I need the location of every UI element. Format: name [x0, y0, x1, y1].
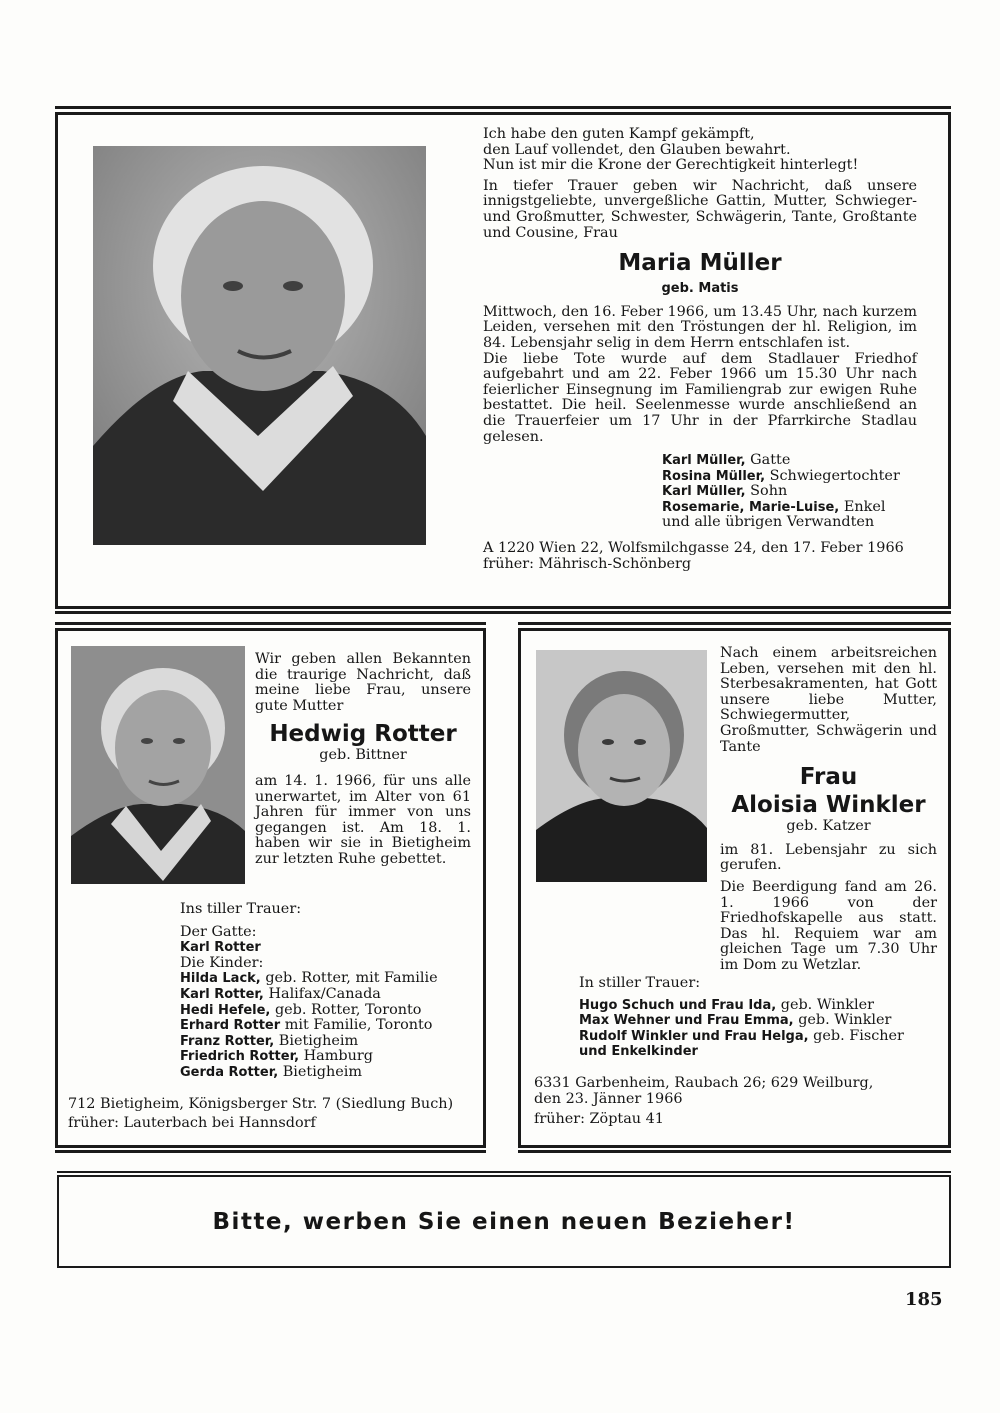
notice2-husband: Karl Rotter — [180, 940, 261, 956]
child-detail: mit Familie, Toronto — [280, 1017, 433, 1034]
mourner-name: Max Wehner und Frau Emma, — [579, 1013, 794, 1029]
mourner-name: Rosemarie, Marie-Luise, — [662, 499, 840, 515]
child-line — [180, 1018, 480, 1034]
notice1-verse-line: Ich habe den guten Kampf gekämpft, — [483, 126, 755, 142]
portrait-photo-maria-mueller — [93, 146, 426, 545]
child-detail: geb. Rotter, mit Familie — [260, 970, 438, 987]
child-name: Hedi Hefele, — [180, 1002, 271, 1018]
mourner-relation: Schwiegertochter — [765, 467, 900, 484]
notice1-mourners-list — [662, 453, 917, 531]
notice3-right-column — [720, 646, 937, 974]
page-number: 185 — [905, 1289, 943, 1310]
notice2-former-home: früher: Lauterbach bei Hannsdorf — [68, 1114, 316, 1131]
mourner-name: Rudolf Winkler und Frau Helga, — [579, 1028, 809, 1044]
notice1-body-death: Mittwoch, den 16. Feber 1966, um 13.45 Uhr, nach kurzem Leiden, versehen mit den Tröstungen der hl. Religion, im 84. Lebensjahr selig in dem Herrn entschlafen ist. — [483, 303, 917, 351]
child-detail: Bietigheim — [278, 1063, 363, 1080]
mourner-relation: Enkel — [839, 498, 886, 515]
notice3-deceased-name: Aloisia Winkler — [731, 792, 926, 819]
child-name: Friedrich Rotter, — [180, 1049, 300, 1065]
mourner-relation: Sohn — [745, 483, 788, 500]
mourner-line — [579, 1029, 939, 1045]
notice1-verse-line: Nun ist mir die Krone der Gerechtigkeit hinterlegt! — [483, 157, 859, 174]
mourner-line — [579, 998, 939, 1014]
notice3-address-date: den 23. Jänner 1966 — [534, 1090, 683, 1107]
notice2-deceased-name: Hedwig Rotter — [269, 721, 457, 748]
child-line — [180, 971, 480, 987]
notice3-mourners-block — [579, 976, 939, 1060]
child-detail: geb. Rotter, Toronto — [270, 1001, 422, 1018]
mourner-name: Karl Müller, — [662, 484, 746, 500]
mourner-line — [579, 1013, 939, 1029]
child-name: Gerda Rotter, — [180, 1064, 279, 1080]
child-name: Franz Rotter, — [180, 1033, 275, 1049]
notice3-intro: Nach einem arbeitsreichen Leben, versehen mit den hl. Sterbesakramenten, hat Gott unsere liebe Mutter, Schwiegermutter, Großmutter, Schwägerin und Tante — [720, 645, 937, 755]
notice3-body-called: im 81. Lebensjahr zu sich gerufen. — [720, 841, 937, 874]
mourner-name: und Enkelkinder — [579, 1044, 698, 1060]
child-line — [180, 1065, 480, 1081]
notice2-mourners-block — [180, 902, 480, 1081]
child-line — [180, 1003, 480, 1019]
notice1-former-home: früher: Mährisch-Schönberg — [483, 555, 692, 572]
notice1-deceased-name: Maria Müller — [618, 250, 782, 277]
mourners-end: und alle übrigen Verwandten — [662, 514, 875, 531]
portrait-photo-aloisia-winkler — [536, 650, 707, 882]
notice2-children-label: Die Kinder: — [180, 954, 264, 971]
notice2-right-column — [255, 652, 471, 868]
mourner-line — [662, 500, 917, 516]
child-name: Karl Rotter, — [180, 986, 264, 1002]
notice3-mourning-heading: In stiller Trauer: — [579, 975, 701, 991]
notice3-title: Frau — [799, 764, 858, 791]
child-line — [180, 987, 480, 1003]
notice3-body-funeral: Die Beerdigung fand am 26. 1. 1966 von der Friedhofskapelle aus statt. Das hl. Requiem war am gleichen Tage um 7.30 Uhr im Dom zu Wetzlar. — [720, 878, 937, 973]
notice1-address: A 1220 Wien 22, Wolfsmilchgasse 24, den 17. Feber 1966 — [483, 540, 904, 557]
notice3-birth-name: geb. Katzer — [786, 818, 871, 835]
mourner-name: Karl Müller, — [662, 453, 746, 469]
child-detail: Bietigheim — [274, 1032, 359, 1049]
notice2-body: am 14. 1. 1966, für uns alle unerwartet, im Alter von 61 Jahren für immer von uns gegangen ist. Am 18. 1. haben wir sie in Bietigheim zur letzten Ruhe gebettet. — [255, 772, 471, 867]
notice1-intro: In tiefer Trauer geben wir Nachricht, daß unsere innigstgeliebte, unvergeßliche Gattin, Mutter, Schwieger- und Großmutter, Schwester, Schwägerin, Tante, Großtante und Cousine, Frau — [483, 177, 917, 241]
notice2-intro: Wir geben allen Bekannten die traurige Nachricht, daß meine liebe Frau, unsere gute Mutter — [255, 651, 471, 714]
notice2-mourning-heading: Ins tiller Trauer: — [180, 901, 302, 917]
child-name: Erhard Rotter — [180, 1018, 281, 1034]
mourner-line — [579, 1044, 939, 1060]
mourner-line — [662, 469, 917, 485]
mourner-line — [662, 484, 917, 500]
mourner-name: Hugo Schuch und Frau Ida, — [579, 997, 777, 1013]
notice1-text-column — [483, 127, 917, 572]
notice2-address: 712 Bietigheim, Königsberger Str. 7 (Siedlung Buch) — [68, 1096, 454, 1112]
child-line — [180, 1049, 480, 1065]
mourner-detail: geb. Winkler — [793, 1012, 892, 1029]
notice3-footer — [534, 1076, 934, 1128]
notice1-body-burial: Die liebe Tote wurde auf dem Stadlauer Friedhof aufgebahrt und am 22. Feber 1966 um 15.30 Uhr nach feierlicher Einsegnung im Familiengrab zur ewigen Ruhe bestattet. Die heil. Seelenmesse wurde anschließend an die Trauerfeier um 17 Uhr in der Pfarrkirche Stadlau gelesen. — [483, 350, 917, 445]
mourner-line — [662, 453, 917, 469]
portrait-photo-hedwig-rotter — [71, 646, 245, 884]
mourner-name: Rosina Müller, — [662, 468, 766, 484]
notice2-birth-name: geb. Bittner — [319, 747, 407, 764]
mourner-detail: geb. Fischer — [808, 1027, 904, 1044]
child-name: Hilda Lack, — [180, 971, 261, 987]
notice2-footer — [68, 1097, 478, 1131]
notice1-birth-name: geb. Matis — [661, 281, 739, 297]
mourner-relation: Gatte — [745, 452, 791, 469]
subscriber-banner — [57, 1175, 951, 1268]
child-detail: Hamburg — [299, 1048, 373, 1065]
child-detail: Halifax/Canada — [263, 985, 381, 1002]
banner-text: Bitte, werben Sie einen neuen Bezieher! — [212, 1208, 796, 1235]
notice3-address-line: 6331 Garbenheim, Raubach 26; 629 Weilburg, — [534, 1075, 874, 1091]
notice3-former-home: früher: Zöptau 41 — [534, 1111, 664, 1128]
child-line — [180, 1034, 480, 1050]
notice1-verse-line: den Lauf vollendet, den Glauben bewahrt. — [483, 141, 791, 158]
mourner-detail: geb. Winkler — [776, 996, 874, 1013]
notice2-husband-label: Der Gatte: — [180, 923, 257, 940]
